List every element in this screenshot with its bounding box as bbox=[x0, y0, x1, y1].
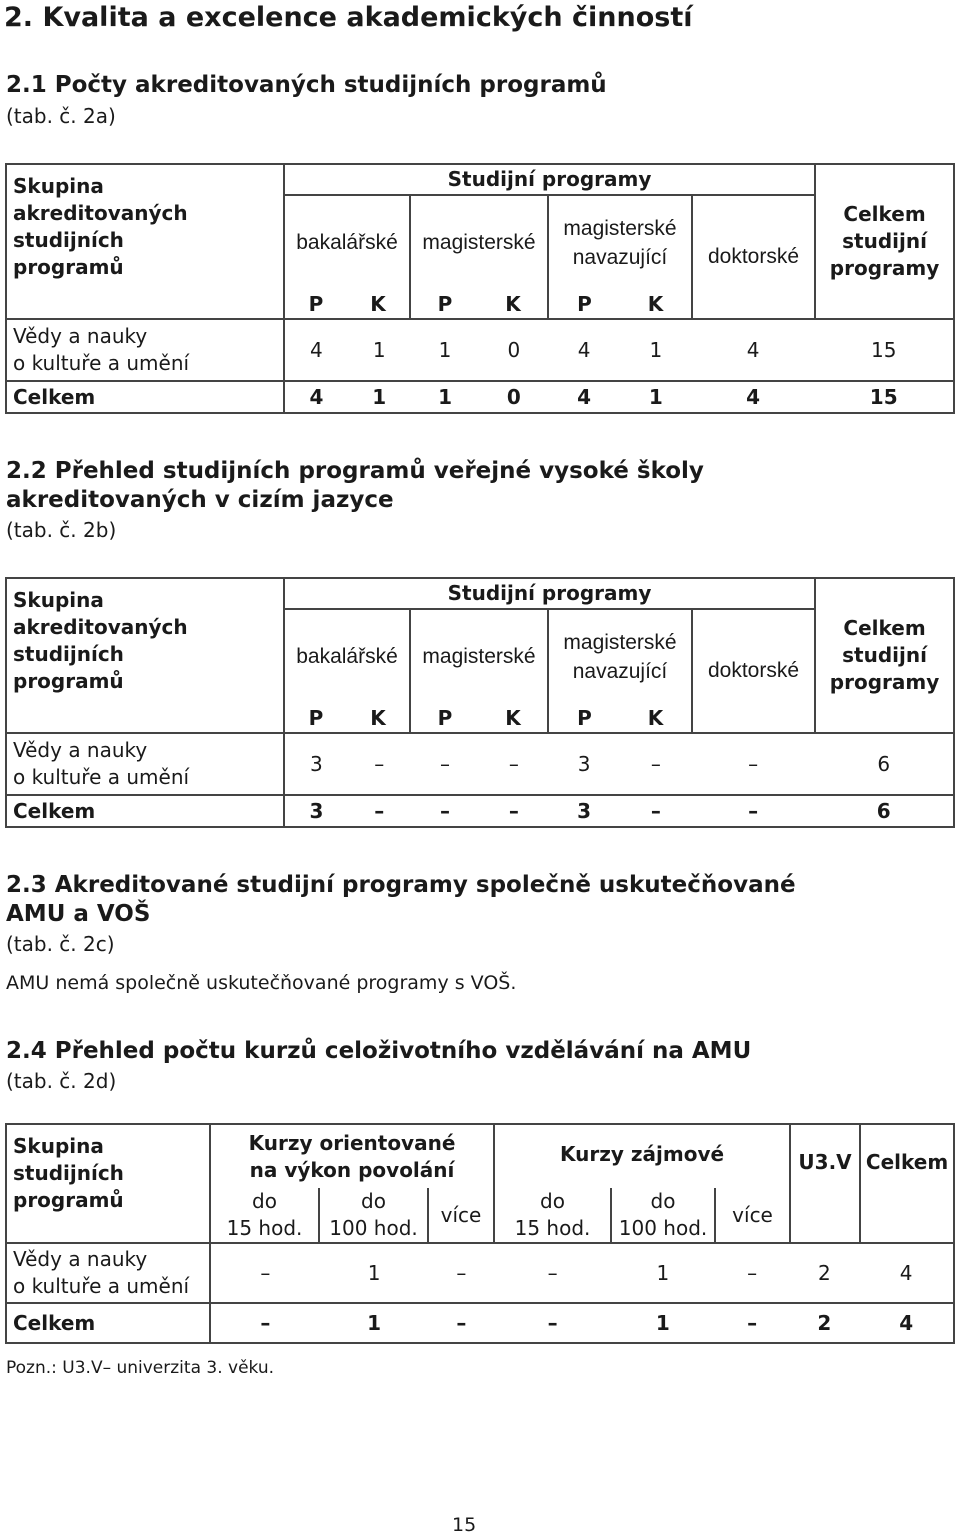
celkem-header: Celkem studijní programy bbox=[815, 164, 954, 319]
row-label: Vědy a nauky o kultuře a umění bbox=[6, 733, 284, 795]
footnote: Pozn.: U3.V– univerzita 3. věku. bbox=[6, 1358, 275, 1378]
bakalarske-header: bakalářské bbox=[284, 195, 410, 291]
doktorske-header: doktorské bbox=[692, 195, 815, 319]
u3v-header: U3.V bbox=[790, 1124, 860, 1243]
section-2-3-ref: (tab. č. 2c) bbox=[6, 932, 115, 956]
total-row: 3 – – – 3 – – 6 bbox=[284, 795, 954, 827]
vice-header: více bbox=[428, 1188, 494, 1243]
pk-label: K bbox=[479, 291, 548, 319]
pk-label: K bbox=[620, 705, 692, 733]
doktorske-header: doktorské bbox=[692, 609, 815, 733]
do-15-hod-header: do 15 hod. bbox=[210, 1188, 319, 1243]
pk-label: K bbox=[620, 291, 692, 319]
total-label: Celkem bbox=[6, 381, 284, 413]
kurzy-zajmove-header: Kurzy zájmové bbox=[494, 1124, 790, 1188]
data-row: 3 – – – 3 – – 6 bbox=[284, 733, 954, 795]
kurzy-orientovane-header: Kurzy orientované na výkon povolání bbox=[210, 1124, 494, 1188]
magisterske-header: magisterské bbox=[410, 609, 548, 705]
total-row: 4 1 1 0 4 1 4 15 bbox=[284, 381, 954, 413]
do-100-hod-header: do 100 hod. bbox=[611, 1188, 715, 1243]
studijni-programy-header: Studijní programy bbox=[284, 578, 815, 609]
section-2-4-title: 2.4 Přehled počtu kurzů celoživotního vzdělávání na AMU bbox=[6, 1038, 752, 1064]
bakalarske-header: bakalářské bbox=[284, 609, 410, 705]
pk-label: P bbox=[410, 291, 479, 319]
section-2-4-ref: (tab. č. 2d) bbox=[6, 1069, 117, 1093]
section-2-3-title-line2: AMU a VOŠ bbox=[6, 901, 151, 927]
do-100-hod-header: do 100 hod. bbox=[319, 1188, 428, 1243]
total-row: – 1 – – 1 – 2 4 bbox=[210, 1303, 954, 1343]
pk-label: K bbox=[347, 291, 410, 319]
table-2b bbox=[5, 577, 955, 828]
table-2d bbox=[5, 1123, 955, 1344]
row-label: Vědy a nauky o kultuře a umění bbox=[6, 1243, 210, 1303]
section-2-2-title-line2: akreditovaných v cizím jazyce bbox=[6, 487, 394, 513]
pk-label: P bbox=[410, 705, 479, 733]
section-2-1-title: 2.1 Počty akreditovaných studijních programů bbox=[6, 72, 607, 98]
group-header: Skupina akreditovaných studijních programů bbox=[6, 578, 284, 733]
row-label: Vědy a nauky o kultuře a umění bbox=[6, 319, 284, 381]
chapter-title: 2. Kvalita a excelence akademických činností bbox=[4, 2, 693, 33]
studijni-programy-header: Studijní programy bbox=[284, 164, 815, 195]
pk-label: P bbox=[548, 705, 620, 733]
group-header: Skupina studijních programů bbox=[6, 1124, 210, 1243]
table-2a bbox=[5, 163, 955, 414]
section-2-3-text: AMU nemá společně uskutečňované programy s VOŠ. bbox=[6, 972, 517, 994]
magisterske-navazujici-header: magisterské navazující bbox=[548, 195, 692, 291]
group-header: Skupina akreditovaných studijních programů bbox=[6, 164, 284, 319]
do-15-hod-header: do 15 hod. bbox=[494, 1188, 611, 1243]
pk-label: P bbox=[548, 291, 620, 319]
pk-label: P bbox=[284, 705, 347, 733]
page-number: 15 bbox=[452, 1514, 477, 1536]
data-row: 4 1 1 0 4 1 4 15 bbox=[284, 319, 954, 381]
total-label: Celkem bbox=[6, 795, 284, 827]
section-2-2-title-line1: 2.2 Přehled studijních programů veřejné vysoké školy bbox=[6, 458, 704, 484]
celkem-header: Celkem studijní programy bbox=[815, 578, 954, 733]
pk-label: K bbox=[347, 705, 410, 733]
pk-label: K bbox=[479, 705, 548, 733]
pk-label: P bbox=[284, 291, 347, 319]
section-2-3-title-line1: 2.3 Akreditované studijní programy společně uskutečňované bbox=[6, 872, 796, 898]
data-row: – 1 – – 1 – 2 4 bbox=[210, 1243, 954, 1303]
magisterske-header: magisterské bbox=[410, 195, 548, 291]
magisterske-navazujici-header: magisterské navazující bbox=[548, 609, 692, 705]
total-label: Celkem bbox=[6, 1303, 210, 1343]
section-2-2-ref: (tab. č. 2b) bbox=[6, 518, 117, 542]
celkem-header: Celkem bbox=[860, 1124, 954, 1243]
section-2-1-ref: (tab. č. 2a) bbox=[6, 104, 116, 128]
vice-header: více bbox=[715, 1188, 790, 1243]
